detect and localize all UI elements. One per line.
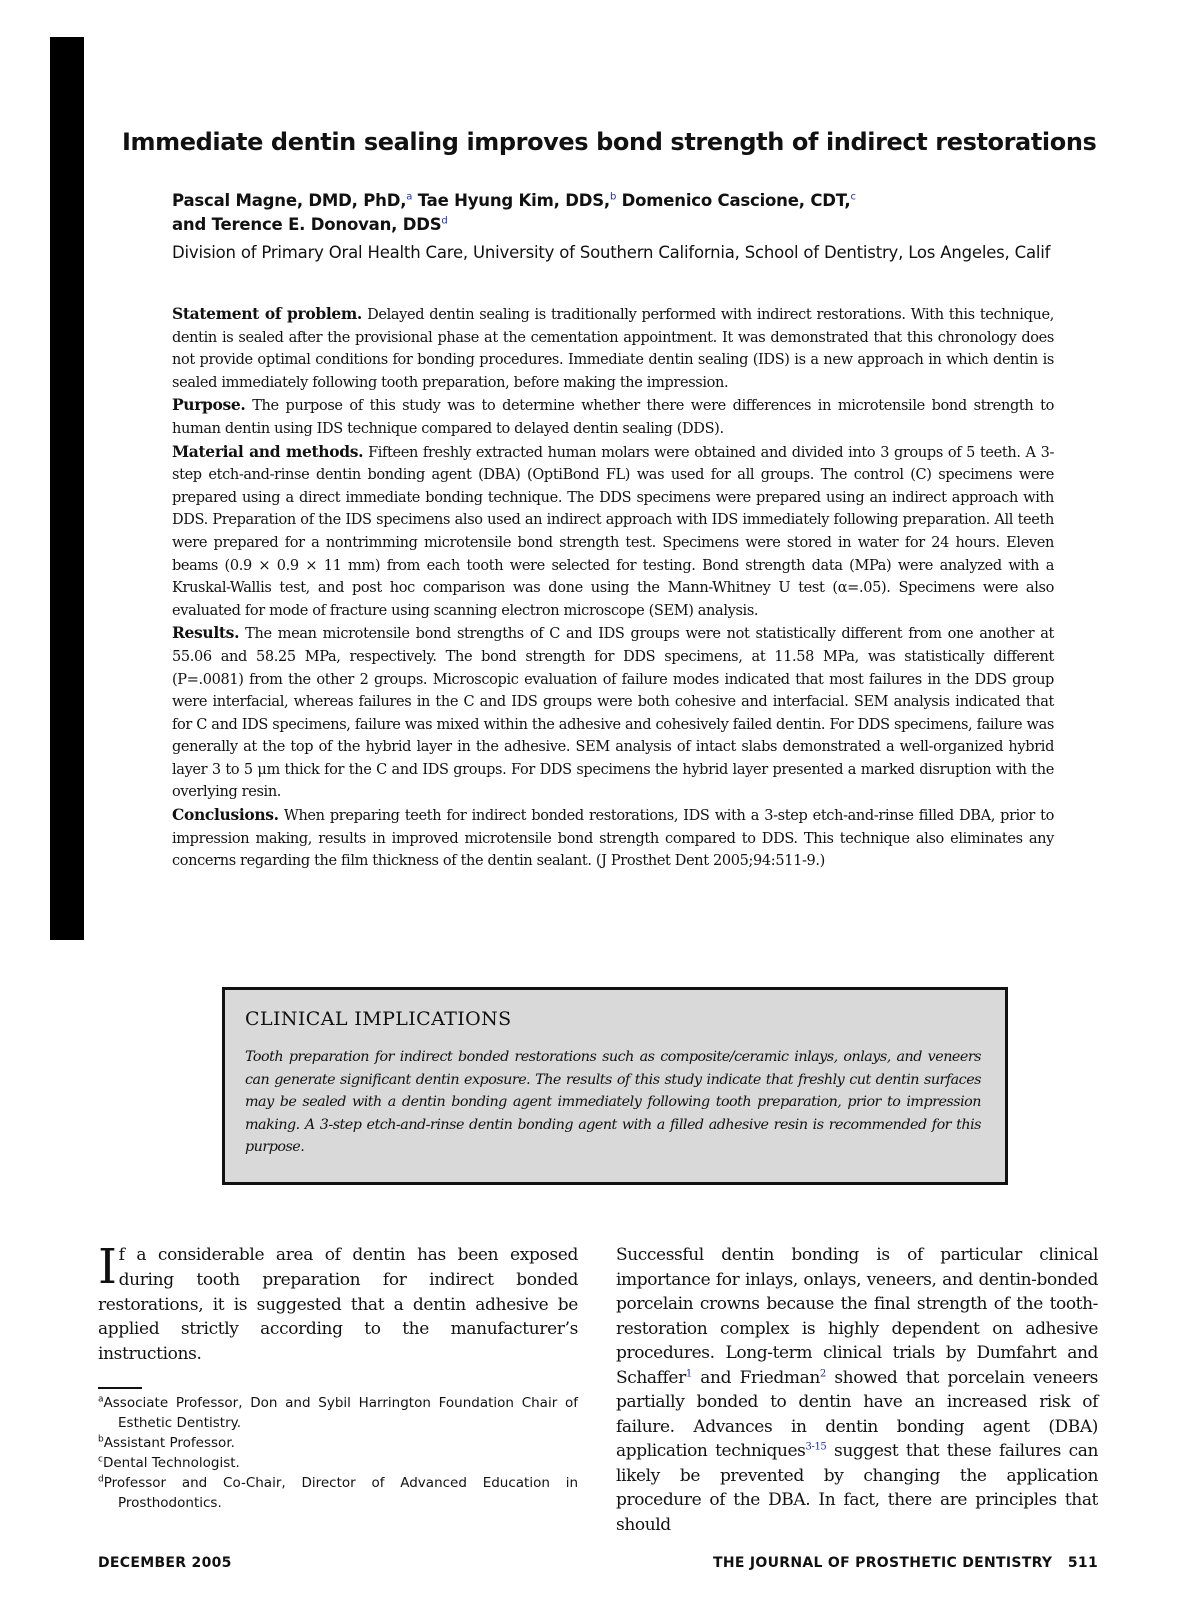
author-mark: a	[406, 191, 413, 203]
footer-page-number: 511	[1067, 1555, 1098, 1571]
footnote-rule	[98, 1387, 142, 1389]
footnote-mark: b	[98, 1434, 104, 1445]
footnote	[98, 1433, 578, 1453]
abstract-heading: Purpose.	[172, 395, 246, 415]
footnote	[98, 1473, 578, 1513]
footnote	[98, 1453, 578, 1473]
footnote-mark: c	[98, 1454, 103, 1465]
body-paragraph: f a considerable area of dentin has been exposed during tooth preparation for indirect bonded restorations, it is suggested that a dentin adhesive be applied strictly according to the manufacturer’s instructions.	[98, 1245, 578, 1365]
clinical-implications-box	[222, 987, 1008, 1185]
abstract-text: The purpose of this study was to determine whether there were differences in microtensile bond strength to human dentin using IDS technique compared to delayed dentin sealing (DDS).	[172, 398, 1054, 437]
footer-date: DECEMBER 2005	[98, 1555, 232, 1571]
author-name: Domenico Cascione, CDT,	[621, 191, 851, 210]
clinical-implications-text: Tooth preparation for indirect bonded restorations such as composite/ceramic inlays, onlays, and veneers can generate significant dentin exposure. The results of this study indicate that freshly cut dentin surfaces may be sealed with a dentin bonding agent immediately following tooth preparation, prior to impression making. A 3-step etch-and-rinse dentin bonding agent with a filled adhesive resin is recommended for this purpose.	[245, 1049, 981, 1155]
abstract-heading: Material and methods.	[172, 441, 364, 461]
body-text: Successful dentin bonding is of particular clinical importance for inlays, onlays, veneers, and dentin-bonded porcelain crowns because the final strength of the tooth-restoration complex is highly dependent on adhesive procedures. Long-term clinical trials by Dumfahrt and Schaffer	[616, 1245, 1098, 1388]
author-mark: b	[609, 191, 617, 203]
author-mark: d	[441, 215, 448, 227]
footnote-text: Assistant Professor.	[103, 1435, 235, 1451]
reference-link[interactable]: 3-15	[805, 1441, 827, 1453]
body-text: and Friedman	[691, 1367, 820, 1388]
footnote-text: Associate Professor, Don and Sybil Harrington Foundation Chair of Esthetic Dentistry.	[103, 1395, 578, 1431]
footnotes	[98, 1393, 578, 1513]
body-column-right	[616, 1243, 1098, 1538]
author-list	[172, 189, 1072, 237]
author-affiliation: Division of Primary Oral Health Care, University of Southern California, School of Dentistry, Los Angeles, Calif	[172, 243, 1051, 262]
author-name: Tae Hyung Kim, DDS,	[417, 191, 610, 210]
author-name: Pascal Magne, DMD, PhD,	[172, 191, 407, 210]
abstract-problem	[172, 303, 1054, 394]
abstract-purpose	[172, 394, 1054, 440]
reference-link[interactable]: 1	[685, 1368, 692, 1380]
abstract-heading: Results.	[172, 623, 240, 643]
body-column-left	[98, 1239, 578, 1367]
abstract-results	[172, 622, 1054, 804]
abstract-text: Delayed dentin sealing is traditionally performed with indirect restorations. With this technique, dentin is sealed after the provisional phase at the cementation appointment. It was demonstrated that this chronology does not provide optimal conditions for bonding procedures. Immediate dentin sealing (IDS) is a new approach in which dentin is sealed immediately following tooth preparation, before making the impression.	[172, 307, 1054, 391]
footnote-mark: d	[98, 1474, 104, 1485]
abstract-heading: Statement of problem.	[172, 304, 362, 323]
article-title: Immediate dentin sealing improves bond strength of indirect restorations	[122, 128, 1097, 156]
abstract-text: When preparing teeth for indirect bonded restorations, IDS with a 3-step etch-and-rinse filled DBA, prior to impression making, results in improved microtensile bond strength compared to DDS. This technique also eliminates any concerns regarding the film thickness of the dentin sealant. (J Prosthet Dent 2005;94:511-9.)	[172, 808, 1054, 870]
abstract-methods	[172, 441, 1054, 623]
abstract-text: The mean microtensile bond strengths of C and IDS groups were not statistically different from one another at 55.06 and 58.25 MPa, respectively. The bond strength for DDS specimens, at 11.58 MPa, was statistically different (P=.0081) from the other 2 groups. Microscopic evaluation of failure modes indicated that most failures in the DDS group were interfacial, whereas failures in the C and IDS groups were both cohesive and interfacial. SEM analysis indicated that for C and IDS specimens, failure was mixed within the adhesive and cohesively failed dentin. For DDS specimens, failure was generally at the top of the hybrid layer in the adhesive. SEM analysis of intact slabs demonstrated a well-organized hybrid layer 3 to 5 μm thick for the C and IDS groups. For DDS specimens the hybrid layer presented a marked disruption with the overlying resin.	[172, 626, 1054, 801]
footer-journal	[713, 1555, 1098, 1571]
footnote-mark: a	[98, 1394, 104, 1405]
section-sidebar-bar	[50, 37, 84, 940]
drop-cap: I	[98, 1239, 117, 1295]
footnote-text: Professor and Co-Chair, Director of Advanced Education in Prosthodontics.	[103, 1475, 578, 1511]
footnote	[98, 1393, 578, 1433]
footnote-text: Dental Technologist.	[102, 1455, 240, 1471]
author-mark: c	[850, 191, 856, 203]
abstract-text: Fifteen freshly extracted human molars were obtained and divided into 3 groups of 5 teeth. A 3-step etch-and-rinse dentin bonding agent (DBA) (OptiBond FL) was used for all groups. The control (C) specimens were prepared using a direct immediate bonding technique. The DDS specimens were prepared using an indirect approach with DDS. Preparation of the IDS specimens also used an indirect approach with IDS immediately following preparation. All teeth were prepared for a nontrimming microtensile bond strength test. Specimens were stored in water for 24 hours. Eleven beams (0.9 × 0.9 × 11 mm) from each tooth were selected for testing. Bond strength data (MPa) were analyzed with a Kruskal-Wallis test, and post hoc comparison was done using the Mann-Whitney U test (α=.05). Specimens were also evaluated for mode of fracture using scanning electron microscope (SEM) analysis.	[172, 444, 1055, 619]
abstract-conclusions	[172, 804, 1054, 873]
body-text: suggest that these failures can likely be prevented by changing the application procedure of the DBA. In fact, there are principles that should	[616, 1441, 1098, 1536]
abstract-heading: Conclusions.	[172, 805, 279, 825]
body-text: showed that porcelain veneers partially bonded to dentin have an increased risk of failure. Advances in dentin bonding agent (DBA) application techniques	[616, 1367, 1098, 1462]
reference-link[interactable]: 2	[819, 1368, 826, 1380]
author-name: and Terence E. Donovan, DDS	[172, 215, 442, 234]
footer-journal-name: THE JOURNAL OF PROSTHETIC DENTISTRY	[712, 1555, 1053, 1571]
abstract	[172, 303, 1054, 873]
clinical-implications-title: CLINICAL IMPLICATIONS	[245, 1008, 512, 1030]
